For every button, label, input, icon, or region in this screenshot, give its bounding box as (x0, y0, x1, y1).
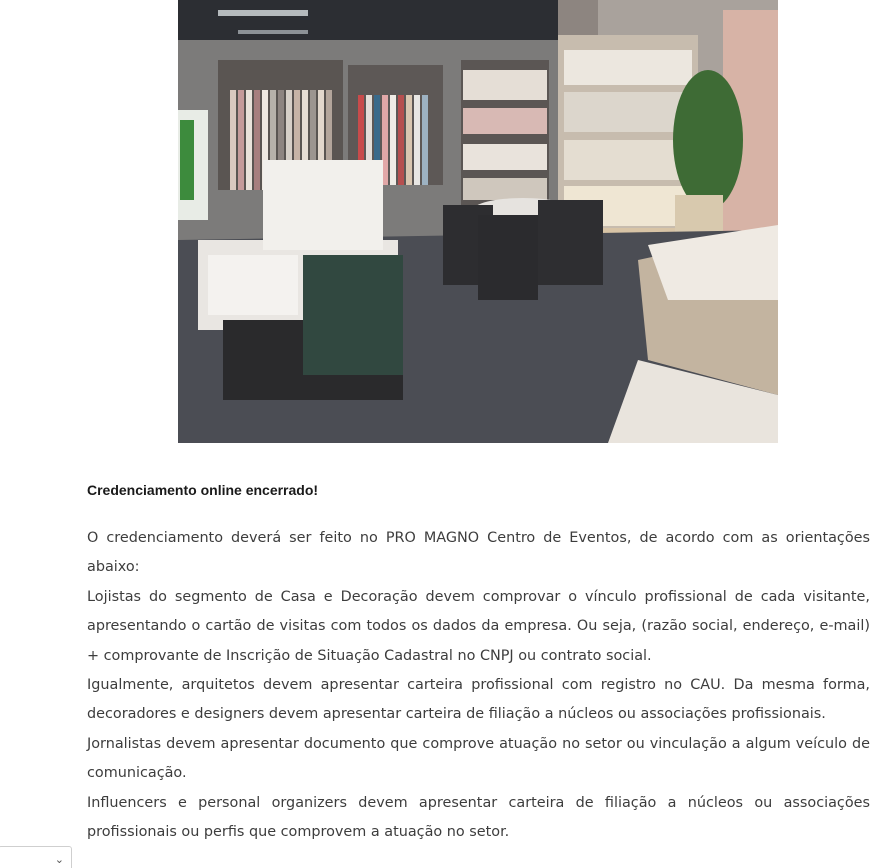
hero-image (178, 0, 778, 443)
paragraph-arquitetos: Igualmente, arquitetos devem apresentar carteira profissional com registro no CAU. Da mesma forma, decoradores e designers devem apresentar carteira de filiação a núcleos ou associações profissionais. (87, 677, 870, 723)
paragraph-intro: O credenciamento deverá ser feito no PRO MAGNO Centro de Eventos, de acordo com as orientações abaixo: (87, 530, 870, 576)
paragraph-influencers: Influencers e personal organizers devem apresentar carteira de filiação a núcleos ou associações profissionais ou perfis que comprovem a atuação no setor. (87, 794, 870, 841)
chevron-down-icon: ⌄ (54, 853, 64, 866)
paragraph-lojistas: Lojistas do segmento de Casa e Decoração devem comprovar o vínculo profissional de cada visitante, apresentando o cartão de visitas com todos os dados da empresa. Ou seja, (razão social, endereço, e-mail) + comprovante de Inscrição de Situação Cadastral no CNPJ ou contrato social. (87, 588, 870, 664)
paragraph-jornalistas: Jornalistas devem apresentar documento que comprove atuação no setor ou vinculação a algum veículo de comunicação. (87, 735, 870, 782)
language-select[interactable] (0, 846, 72, 868)
showroom-photo (178, 0, 778, 443)
article-headline: Credenciamento online encerrado! (87, 482, 319, 498)
article (87, 478, 870, 847)
